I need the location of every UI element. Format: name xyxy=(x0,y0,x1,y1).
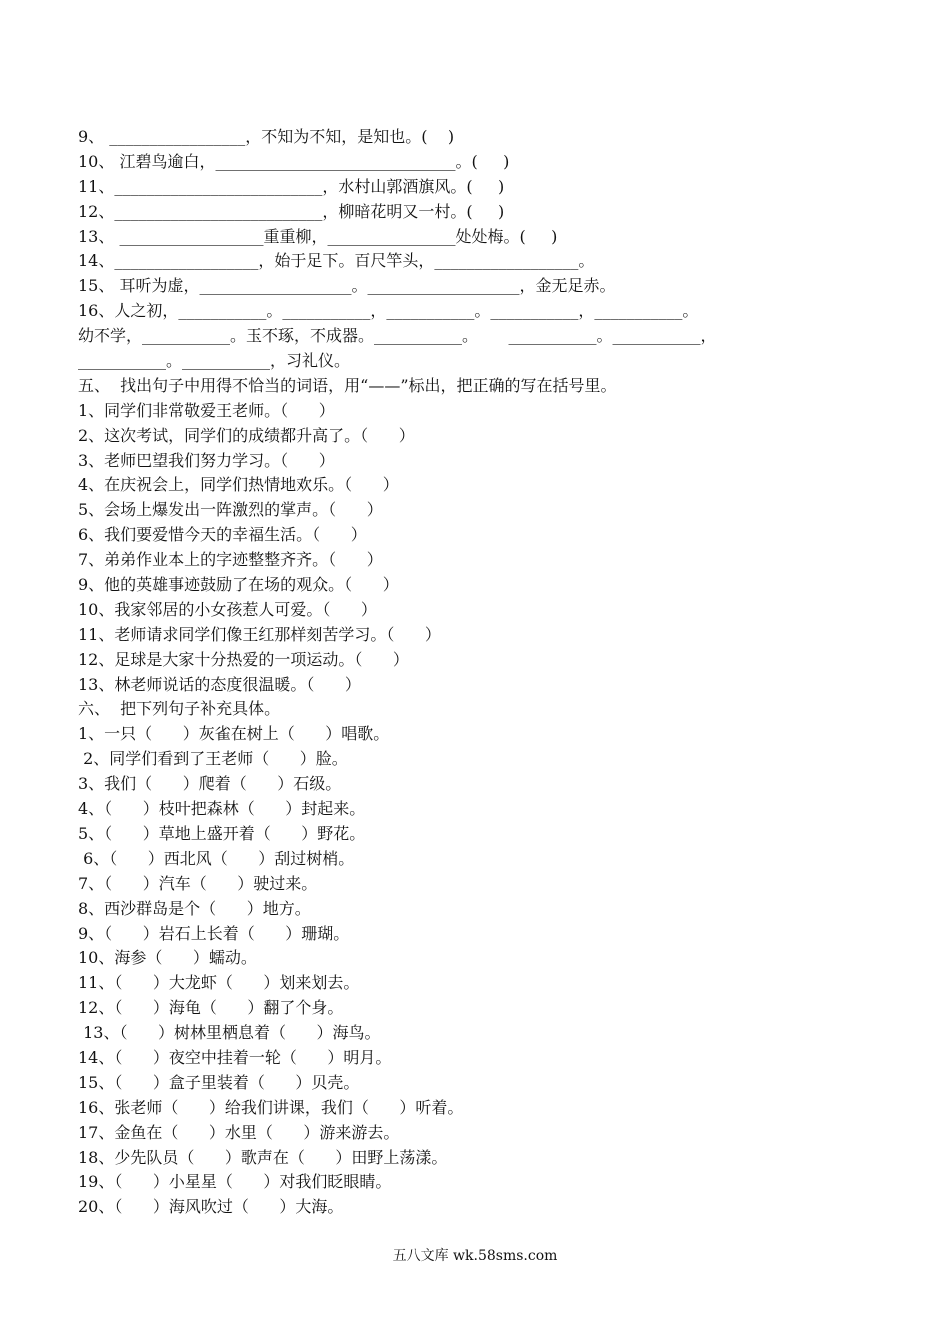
section-five-item: 12、足球是大家十分热爱的一项运动。（ ） xyxy=(78,649,409,669)
section-six-item: 5、（ ）草地上盛开着（ ）野花。 xyxy=(78,823,366,843)
section-five-heading: 五、 找出句子中用得不恰当的词语，用“——”标出，把正确的写在括号里。 xyxy=(78,375,617,395)
poem-line-9: 9、 _________________，不知为不知，是知也。( ) xyxy=(78,127,455,146)
section-six-item: 16、张老师（ ）给我们讲课，我们（ ）听着。 xyxy=(78,1097,464,1117)
poem-line-16-cont: 幼不学，___________。玉不琢，不成器。___________。 ___________。___________， xyxy=(78,326,717,346)
poem-line-16: 16、人之初，___________。___________，___________。___________，___________。 xyxy=(78,301,699,321)
poem-line-11: 11、__________________________，水村山郭酒旗风。( ) xyxy=(78,176,505,196)
section-six-item: 14、（ ）夜空中挂着一轮（ ）明月。 xyxy=(78,1047,392,1067)
section-six-item: 18、少先队员（ ）歌声在（ ）田野上荡漾。 xyxy=(78,1147,448,1167)
section-five-item: 7、弟弟作业本上的字迹整整齐齐。（ ） xyxy=(78,550,383,570)
section-six-item: 3、我们（ ）爬着（ ）石级。 xyxy=(78,774,342,794)
section-five-item: 2、这次考试，同学们的成绩都升高了。（ ） xyxy=(78,425,415,445)
section-six-item: 2、同学们看到了王老师（ ）脸。 xyxy=(78,749,348,769)
section-six-item: 20、（ ）海风吹过（ ）大海。 xyxy=(78,1197,344,1217)
section-six-item: 6、（ ）西北风（ ）刮过树梢。 xyxy=(78,848,355,868)
section-six-item: 1、一只（ ）灰雀在树上（ ）唱歌。 xyxy=(78,724,390,744)
section-five-item: 1、同学们非常敬爱王老师。（ ） xyxy=(78,400,335,420)
poem-line-15: 15、 耳听为虚，___________________。___________________，金无足赤。 xyxy=(78,276,616,296)
section-five-item: 4、在庆祝会上，同学们热情地欢乐。（ ） xyxy=(78,475,399,495)
section-five xyxy=(78,374,878,698)
section-six-item: 12、（ ）海龟（ ）翻了个身。 xyxy=(78,998,344,1018)
section-five-item: 6、我们要爱惜今天的幸福生活。（ ） xyxy=(78,525,367,545)
page-footer: 五八文库 wk.58sms.com xyxy=(392,1248,558,1264)
section-five-item: 10、我家邻居的小女孩惹人可爱。（ ） xyxy=(78,599,377,619)
poem-line-10: 10、 江碧鸟逾白，______________________________。( ) xyxy=(78,151,510,171)
section-five-item: 11、老师请求同学们像王红那样刻苦学习。（ ） xyxy=(78,624,441,644)
section-five-item: 5、会场上爆发出一阵激烈的掌声。（ ） xyxy=(78,500,383,520)
section-six-item: 13、（ ）树林里栖息着（ ）海鸟。 xyxy=(78,1023,381,1043)
section-six-item: 17、金鱼在（ ）水里（ ）游来游去。 xyxy=(78,1122,400,1142)
section-six-heading: 六、 把下列句子补充具体。 xyxy=(78,699,281,719)
section-six-item: 10、海参（ ）蠕动。 xyxy=(78,948,257,968)
worksheet-page xyxy=(78,125,878,1220)
section-six-item: 9、（ ）岩石上长着（ ）珊瑚。 xyxy=(78,923,350,943)
poem-fill-section xyxy=(78,125,878,374)
poem-line-16-end: ___________。___________，习礼仪。 xyxy=(78,351,351,371)
section-five-item: 3、老师巴望我们努力学习。（ ） xyxy=(78,450,335,470)
section-six-item: 4、（ ）枝叶把森林（ ）封起来。 xyxy=(78,799,366,819)
poem-line-14: 14、__________________，始于足下。百尺竿头，__________________。 xyxy=(78,251,595,271)
section-five-item: 9、他的英雄事迹鼓励了在场的观众。（ ） xyxy=(78,575,399,595)
poem-line-12: 12、__________________________，柳暗花明又一村。( ) xyxy=(78,201,505,221)
section-six-item: 8、西沙群岛是个（ ）地方。 xyxy=(78,898,311,918)
section-six-item: 15、（ ）盒子里装着（ ）贝壳。 xyxy=(78,1072,360,1092)
section-six xyxy=(78,697,878,1220)
section-six-item: 11、（ ）大龙虾（ ）划来划去。 xyxy=(78,973,360,993)
poem-line-13: 13、 __________________重重柳，________________处处梅。( ) xyxy=(78,226,558,246)
section-six-item: 19、（ ）小星星（ ）对我们眨眼睛。 xyxy=(78,1172,392,1192)
section-six-item: 7、（ ）汽车（ ）驶过来。 xyxy=(78,873,318,893)
section-five-item: 13、林老师说话的态度很温暖。（ ） xyxy=(78,674,361,694)
